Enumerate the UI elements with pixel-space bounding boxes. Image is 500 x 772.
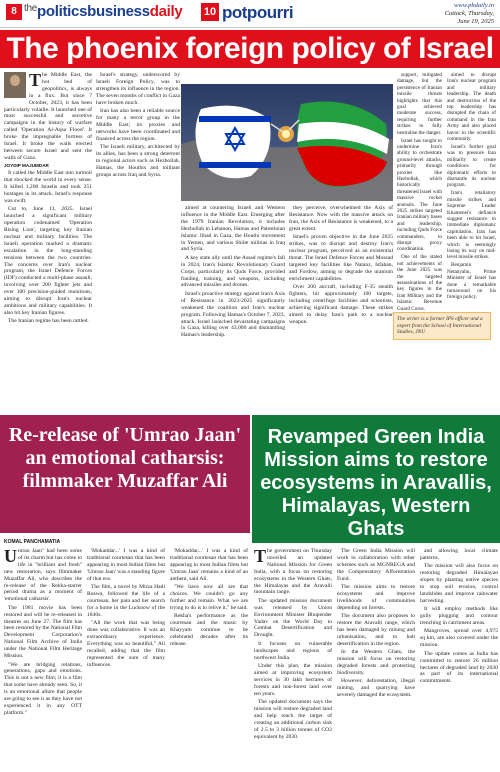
paragraph: Israel has sought to undermine Iran's ability to orchestrate ground-level attacks, primarily through proxies like Hezbollah, which historically threatened Israel with massive rocket arsenals. The June 2025 strikes targeted Iranian military bases and leadership, including Quds Force commanders, to disrupt proxy coordination.	[397, 137, 442, 253]
paragraph: "All the work that was being done was collaborative. It was an extraordinary experience. Everything was so beautiful," Ali recalled, adding that the film represented the sum of many influences.	[87, 620, 165, 668]
paragraph: he Middle East, the hot bed of geopolitics, is always in a flux. But since 7 October, 2023, it has been particularly volatile. It launched one of most successful and secretive campaigns in the history of warfare called 'Operation Al-Aqsa Flood'. It broke the impregnable fortress of Israel. It broke the walls erected between secure Israel and sent the walls of Gaza.	[4, 72, 92, 161]
paragraph: It will employ methods like gully plugging and contour trenching in catchment areas.	[420, 606, 498, 627]
paragraph: One of the stated not achievements of the June 2025 was the targeted assassinations of the key figures in the Iran Military and the Islamic Revenue Guard Corps.	[397, 254, 442, 310]
top-col-4	[289, 205, 393, 410]
paragraph: Iran's retaliatory missile strikes and Supreme Leader Khamenei's defiance suggest resistance to immediate diplomatic capitulation. Iran has been able to hit Israel, which is seemingly losing its way on mid-level missile strikes.	[447, 190, 496, 261]
dropcap: T	[29, 72, 42, 90]
section-number: 10	[201, 3, 219, 21]
paragraph: Cut to, June 13, 2025. Israel launched a significant military operation codenamed 'Operation Rising Lion', targeting key Iranian nuclear and military facilities. The Israeli operation marked a dramatic escalation in the long-standing tensions between the two countries. The concerns over Iran's nuclear program, the Israel Defence Forces (IDF) conducted a multi-phase assault, involving over 200 fighter jets and over 100 precision-guided munitions, aiming to disrupt Iran's nuclear ambitions and military capabilities. It also hit key Iranian figures.	[4, 206, 92, 316]
website: www.pbdaily.in	[454, 2, 494, 9]
issue-date: June 19, 2025	[457, 18, 494, 25]
paragraph: A key state ally until the Assad regime's fall in 2024, Iran's Islamic Revolutionary Guard Corps, particularly its Quds Force, provided funding, training, and weapons, including advanced missiles and drones.	[181, 254, 285, 289]
author-photo	[4, 72, 26, 98]
paragraph: Israel's further goal was to pressure Iran militarily to create conditions for diplomatic efforts to dismantle its nuclear program.	[447, 143, 496, 189]
paragraph: and allowing local climate patterns.	[420, 548, 498, 561]
paragraph: The film, a novel by Mirza Hadi Ruswa, followed the life of a courtesan, her pain and her search for a home in the Lucknow of the 1840s.	[87, 584, 165, 618]
illustration-image	[181, 84, 393, 201]
brand-post: daily	[149, 3, 183, 20]
top-story-headline: The phoenix foreign policy of Israel	[0, 30, 500, 68]
author-note: The writer is a former IPS officer and a expert from the School of International Studies, JNU	[393, 312, 491, 340]
masthead	[0, 0, 500, 28]
paragraph: Israel's proactive strategy against Iran's Axis of Resistance in 2023-2025 significantly weakened the coalition and Iran's nuclear program. Following Hamas's October 7, 2023, attack, Israel launched devastating campaigns in Gaza, killing over 43,000 and dismantling Hamas's leadership.	[181, 290, 285, 339]
paragraph: However, deforestation, illegal mining, and quarrying have severely damaged the ecosystem.	[337, 678, 415, 699]
top-col-1-text	[4, 72, 92, 325]
author-byline: JOYDIP MAJUMDAR	[4, 163, 49, 169]
paragraph: Benjamin Netanyahu, Prime Minister of Israel has done a remarkable turnaround on his foreign policy.	[447, 262, 496, 301]
paragraph: In the Western Ghats, the mission will focus on restoring degraded forests and protecting biodiversity.	[337, 649, 415, 676]
paragraph: The Israeli military, architected by its allies, has been a strong deterrent to regional actors such as Hezbollah, Hamas, the Houthis and militant groups across Iraq and Syria.	[96, 144, 180, 178]
paragraph: The document also proposes to restore the Aravalli range, which has been damaged by mining and urbanisation, and to halt desertification in the region.	[337, 613, 415, 647]
left-col-2	[87, 548, 165, 770]
paragraph: Under this plan, the mission aimed at improving ecosystem services in 30 lakh hectares of forests and non-forest land over ten years.	[254, 663, 332, 697]
paragraph: Rekha's performance as the courtesan and the music by Khayyam continue to be celebrated decades after its release.	[170, 613, 248, 647]
brand-main: politicsbusiness	[37, 3, 150, 20]
paragraph: 'Mokaddar...' I was a kind of traditional courtesan that has been appearing in most Indian films but 'Umrao Jaan' was a standing figure of that era.	[87, 548, 165, 582]
section-name: potpourri	[222, 3, 294, 22]
top-col-1	[4, 72, 92, 410]
left-story-headline: Re-release of 'Umrao Jaan' an emotional catharsis: filmmaker Muzaffar Ali	[0, 415, 250, 533]
top-col-2	[96, 72, 180, 410]
right-col-1	[254, 548, 332, 770]
top-col-6	[447, 72, 496, 310]
left-col-3	[170, 548, 248, 770]
paragraph: The Iranian regime has been rattled.	[8, 318, 89, 325]
paragraph: The update comes as India has committed to restore 26 million hectares of degraded land by 2030 as part of its international commitments.	[420, 650, 498, 685]
paragraph: they perceive, overwhelmed the Axis of Resistance. Now with the massive attack on Iran, the Axis of Resistance is weakened, to a great extent.	[289, 205, 393, 232]
paragraph: The updated mission document was released by Union Environment Minister Bhupender Yadav on the World Day to Combat Desertification and Drought.	[254, 597, 332, 639]
dropcap: T	[254, 548, 267, 566]
paragraph: The mission will also focus on restoring degraded Himalayan slopes by planting native species to stop soil erosion, control landslides and improve rainwater harvesting.	[420, 563, 498, 604]
left-col-1	[4, 548, 82, 770]
paragraph: support, mitigated damage, but the persistence of Iranian missile threats highlights that this goal achieved moderate success, requiring further strikes to fully neutralise the danger.	[397, 72, 442, 136]
right-col-3	[420, 548, 498, 770]
right-story-headline: Revamped Green India Mission aims to restore ecosystems in Aravallis, Himalayas, Western Ghats	[252, 415, 500, 543]
left-story-body	[4, 548, 248, 770]
paragraph: aimed to disrupt Iran's nuclear program and military leadership. The death and destruction of the top leadership has disrupted the chain of command in the Iran Army and also placed havoc in the scientific community.	[447, 72, 496, 143]
story-photo	[181, 84, 393, 201]
left-story-byline: KOMAL PANCHAMATIA	[4, 539, 61, 545]
paragraph: The 1981 movie has been restored and will be re-released in theatres on June 27. The film has been restored by the National Film Development Corporation's National Film Archive of India under the National Film Heritage Mission.	[4, 604, 82, 660]
paragraph: he government on Thursday unveiled an updated National Mission for Green India, with a focus on restoring ecosystems in the Western Ghats, the Himalayas and the Aravalli mountain range.	[254, 548, 332, 596]
paragraph: Mangroves, spread over 4,975 sq km, are also covered under the mission.	[420, 628, 498, 649]
brand-logo	[24, 3, 182, 20]
paragraph: It focuses on vulnerable landscapes and regions of northwest India.	[254, 640, 332, 661]
top-col-3	[181, 205, 285, 410]
paragraph: The updated document says the mission will restore degraded land and help reach the target of creating an additional carbon sink of 2.5 to 3 billion tonnes of CO2 equivalent by 2030.	[254, 699, 332, 740]
paragraph: It called the Middle East into turmoil that shocked the world in every sense. It killed 1,200 Israelis and took 251 hostages in its attack. Israel's response was swift.	[4, 170, 92, 204]
paragraph: 'Mokaddar...' I was a kind of traditional courtesan that has been appearing in most Indian films but 'Umrao Jaan' remains a kind of an anthem, said Ali.	[170, 548, 248, 582]
paragraph: Israel's strategy, underscored by Israeli Foreign Policy, was to strengthen its influence in the region. The seven months of conflict in Gaza have broken much.	[96, 72, 180, 106]
paragraph: Over 200 aircraft, including F-35 stealth fighters, hit approximately 100 targets, including centrifuge facilities and scientists, achieving significant damage. These strikes aimed to delay Iran's path to a nuclear weapon.	[289, 283, 393, 325]
paragraph: aimed at countering Israeli and Western influence in the Middle East. Emerging after the 1979 Iranian Revolution, it includes Hezbollah in Lebanon, Hamas and Palestinian Islamic Jihad in Gaza, the Houthi movement in Yemen, and various Shiite militias in Iraq and Syria.	[181, 205, 285, 253]
paragraph: The mission aims to restore ecosystems and improve livelihoods of communities depending on forests.	[337, 584, 415, 611]
brand-pre: the	[24, 3, 38, 14]
dropcap: U	[4, 548, 17, 566]
right-col-2	[337, 548, 415, 770]
paragraph: The Green India Mission will work in collaboration with other schemes such as MGNREGA and the Compensatory Afforestation Fund.	[337, 548, 415, 582]
paragraph: mrao Jaan" had been some of its charm but has come to life in "brilliant and fresh" new restoration, says filmmaker Muzaffar Ali, who describes the re-release of the Rekha-starrer period drama as a moment of 'emotional catharsis'.	[4, 548, 82, 603]
paragraph: "We are bridging relations, generations, gaps and emotions. This is not a new film; it is a film that some have already seen. So, it is an emotional allure that people are going to see it as they have not experienced it in any OTT platform."	[4, 661, 82, 716]
city-day: Cuttack, Thursday,	[444, 10, 494, 17]
paragraph: Iran has also been a reliable source for many a terror group in the Middle East; its proxies and networks have been coordinated and financed across the region.	[96, 108, 180, 142]
page-number: 8	[6, 4, 22, 20]
paragraph: "We have now all are that choices. We couldn't go any further and remain. What we are trying to do is to relive it," he said.	[170, 584, 248, 611]
paragraph: Israel's proven objective in the June 2025 strikes, was to disrupt and destroy Iran's nuclear program, perceived as an existential threat. The Israel Defence Forces and Mossad targeted key facilities like Natanz, Isfahan, and Fordow, aiming to degrade the uranium enrichment capabilities.	[289, 234, 393, 282]
dateline	[445, 2, 494, 26]
right-story-body	[254, 548, 498, 770]
top-col-5	[397, 72, 442, 310]
